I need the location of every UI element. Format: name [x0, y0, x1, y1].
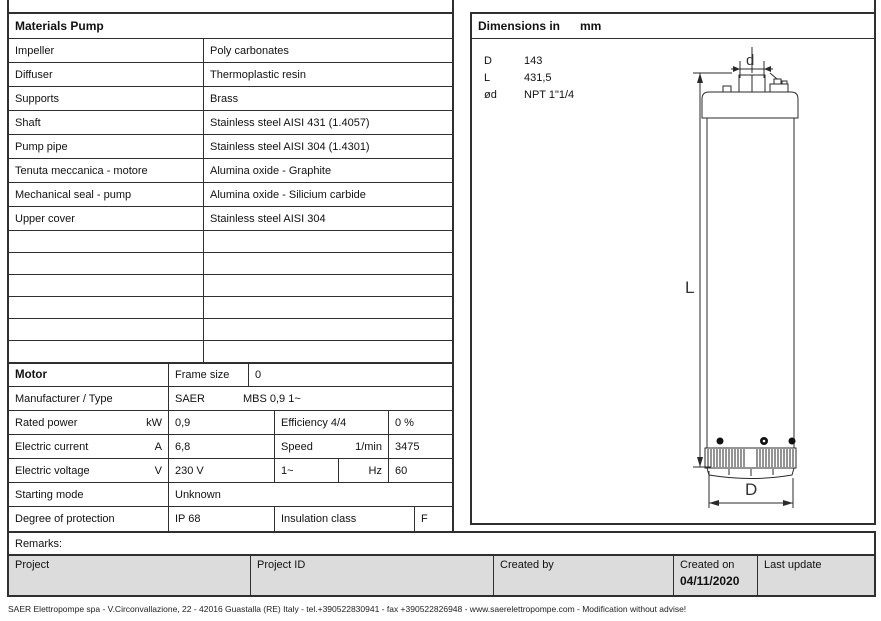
drawing-d-label: d: [746, 52, 755, 69]
speed-label: Speed: [281, 440, 313, 453]
material-label: Supports: [9, 87, 204, 110]
project-id-cell: Project ID: [251, 556, 494, 595]
list-item: [484, 86, 574, 103]
materials-title: Materials Pump: [15, 19, 104, 33]
frame-size-value: 0: [255, 369, 262, 381]
electric-current-unit: A: [154, 440, 162, 453]
electric-current-row: [9, 435, 452, 459]
material-label: Pump pipe: [9, 135, 204, 158]
drawing-bottom-d-label: D: [745, 480, 758, 499]
material-label: Mechanical seal - pump: [9, 183, 204, 206]
hz-label: Hz: [339, 459, 389, 482]
manufacturer-row: [9, 387, 452, 411]
electric-voltage-value: 230 V: [169, 459, 275, 482]
remarks-label: Remarks:: [15, 537, 63, 550]
drawing-l-label: L: [685, 278, 695, 297]
rated-power-label: Rated power: [15, 416, 78, 429]
material-value: Alumina oxide - Graphite: [210, 164, 332, 177]
rated-power-cell: [9, 411, 169, 434]
insulation-label: Insulation class: [275, 507, 415, 531]
dimensions-list: [484, 52, 574, 103]
starting-mode-row: [9, 483, 452, 507]
protection-row: [9, 507, 452, 531]
material-label: Upper cover: [9, 207, 204, 230]
pump-drawing: [677, 45, 877, 515]
dim-value: 431,5: [524, 71, 552, 84]
table-row: [9, 159, 452, 183]
project-cell: Project: [9, 556, 251, 595]
list-item: [484, 52, 574, 69]
rated-power-value: 0,9: [169, 411, 275, 434]
table-row: [9, 135, 452, 159]
manufacturer-type: MBS 0,9 1~: [242, 392, 301, 405]
motor-title: Motor: [9, 364, 169, 386]
rated-power-unit: kW: [146, 416, 162, 429]
material-value: Alumina oxide - Silicium carbide: [210, 188, 366, 201]
footer-text: SAER Elettropompe spa - V.Circonvallazione, 22 - 42016 Guastalla (RE) Italy - tel.+390522830941 - fax +390522826948 - www.saerelettropompe.com - Modification without advise!: [8, 604, 687, 614]
dimensions-header: [472, 14, 874, 39]
empty-row: [9, 341, 452, 363]
table-row: [9, 63, 452, 87]
speed-unit: 1/min: [355, 440, 382, 453]
dimensions-unit: mm: [580, 19, 602, 33]
material-label: Shaft: [9, 111, 204, 134]
materials-motor-table: [7, 12, 454, 531]
material-value: Brass: [210, 92, 239, 105]
created-on-label: Created on: [680, 559, 735, 571]
phase-value: 1~: [275, 459, 339, 482]
electric-voltage-row: [9, 459, 452, 483]
electric-voltage-cell: [9, 459, 169, 482]
material-value: Poly carbonates: [210, 44, 289, 57]
protection-value: IP 68: [169, 507, 275, 531]
last-update-cell: Last update: [764, 559, 822, 571]
materials-header-row: [9, 14, 452, 39]
insulation-value: F: [421, 513, 428, 525]
speed-value: 3475: [395, 440, 420, 453]
table-row: [9, 207, 452, 231]
empty-row: [9, 319, 452, 341]
efficiency-label: Efficiency 4/4: [275, 411, 389, 434]
dim-label: D: [484, 54, 492, 67]
empty-row: [9, 231, 452, 253]
material-value: Stainless steel AISI 431 (1.4057): [210, 116, 370, 129]
dimensions-box: [470, 12, 876, 525]
list-item: [484, 69, 574, 86]
created-on-cell: [674, 556, 758, 595]
manufacturer-label: Manufacturer / Type: [9, 387, 169, 410]
remarks-row: [7, 531, 876, 556]
protection-label: Degree of protection: [9, 507, 169, 531]
table-row: [9, 87, 452, 111]
material-label: Tenuta meccanica - motore: [9, 159, 204, 182]
table-row: [9, 183, 452, 207]
rated-power-row: [9, 411, 452, 435]
frame-size-label: Frame size: [169, 364, 249, 386]
table-row: [9, 39, 452, 63]
dim-label: ød: [484, 88, 497, 101]
material-value: Stainless steel AISI 304: [210, 212, 326, 225]
empty-row: [9, 297, 452, 319]
electric-voltage-unit: V: [154, 464, 162, 477]
motor-header-row: [9, 363, 452, 387]
electric-current-cell: [9, 435, 169, 458]
manufacturer-brand: SAER: [175, 392, 205, 405]
manufacturer-value: [169, 387, 452, 410]
electric-current-label: Electric current: [15, 440, 89, 453]
table-row: [9, 111, 452, 135]
dim-value: 143: [524, 54, 543, 67]
material-label: Impeller: [9, 39, 204, 62]
dim-value: NPT 1"1/4: [524, 88, 575, 101]
electric-current-value: 6,8: [169, 435, 275, 458]
empty-row: [9, 275, 452, 297]
electric-voltage-label: Electric voltage: [15, 464, 90, 477]
dimensions-title: Dimensions in: [478, 19, 561, 33]
strainer-hatch: [708, 449, 793, 467]
project-strip: [7, 556, 876, 597]
dim-label: L: [484, 71, 491, 84]
material-value: Thermoplastic resin: [210, 68, 306, 81]
created-on-value: 04/11/2020: [680, 574, 740, 588]
starting-mode-label: Starting mode: [9, 483, 169, 506]
empty-row: [9, 253, 452, 275]
speed-cell: [275, 435, 389, 458]
created-by-cell: Created by: [494, 556, 674, 595]
hz-value: 60: [395, 464, 408, 477]
efficiency-value: 0 %: [395, 416, 414, 429]
material-label: Diffuser: [9, 63, 204, 86]
material-value: Stainless steel AISI 304 (1.4301): [210, 140, 370, 153]
starting-mode-value: Unknown: [175, 488, 221, 501]
